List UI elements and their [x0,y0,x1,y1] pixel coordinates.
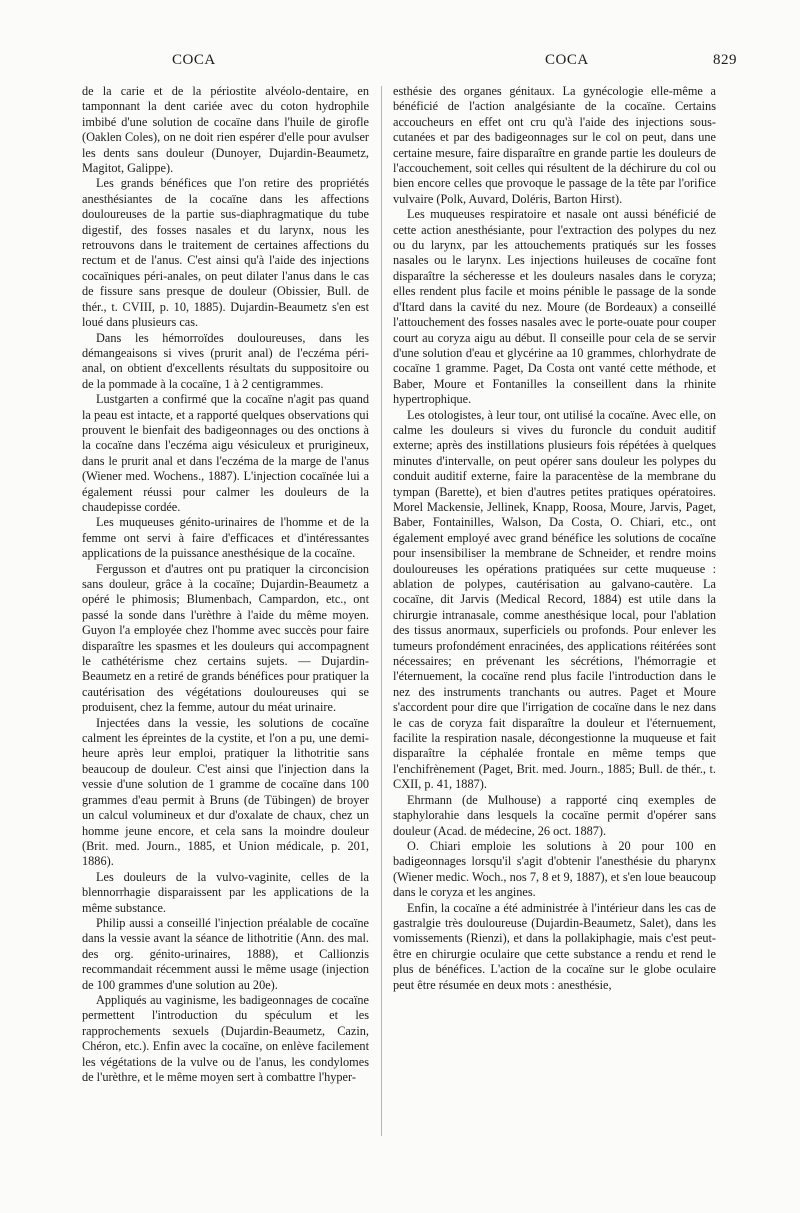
running-head-right: COCA [545,52,589,68]
page-number: 829 [713,52,737,68]
paragraph: Ehrmann (de Mulhouse) a rapporté cinq exemples de staphylorahie dans lesquels la cocaïne permit d'opérer sans douleur (Acad. de médecine, 26 oct. 1887). [393,792,716,838]
paragraph: Fergusson et d'autres ont pu pratiquer la circoncision sans douleur, grâce à la cocaïne; Dujardin-Beaumetz a opéré le phimosis; Blumenbach, Campardon, etc., ont passé la sonde dans l'urèthre à l'aide du même moyen. Guyon l'a employée chez l'homme avec succès pour faire disparaître les spasmes et les douleurs qui accompagnent le cathétérisme chez certains sujets. — Dujardin-Beaumetz en a retiré de grands bénéfices pour pratiquer la cautérisation des végétations douloureuses qui se produisent, chez la femme, autour du méat urinaire. [82,561,369,715]
paragraph: Injectées dans la vessie, les solutions de cocaïne calment les épreintes de la cystite, et l'on a pu, une demi-heure après leur emploi, pratiquer la lithotritie sans beaucoup de douleur. C'est ainsi que l'injection dans la vessie d'une solution de 1 gramme de cocaïne dans 100 grammes d'eau permit à Bruns (de Tübingen) de broyer un calcul volumineux et dur d'oxalate de chaux, chez un homme jeune encore, et cela sans la moindre douleur (Brit. med. Journ., 1885, et Union médicale, p. 201, 1886). [82,715,369,869]
paragraph: O. Chiari emploie les solutions à 20 pour 100 en badigeonnages lorsqu'il s'agit d'obtenir l'anesthésie du pharynx (Wiener medic. Woch., nos 7, 8 et 9, 1887), et s'en loue beaucoup dans le coryza et les angines. [393,838,716,900]
paragraph: Enfin, la cocaïne a été administrée à l'intérieur dans les cas de gastralgie très douloureuse (Dujardin-Beaumetz, Salet), dans les vomissements (Rienzi), et dans la pollakiphagie, mais c'est peut-être en chirurgie oculaire que cette substance a rendu et rend le plus de bénéfices. L'action de la cocaïne sur le globe oculaire peut être résumée en deux mots : anesthésie, [393,900,716,992]
paragraph: Les muqueuses respiratoire et nasale ont aussi bénéficié de cette action anesthésiante, pour l'extraction des polypes du nez ou du larynx, par les attouchements pratiqués sur les fosses nasales ou le larynx. Les injections huileuses de cocaïne font disparaître la sécheresse et les douleurs nasales dans le coryza; elles rendent plus facile et moins pénible le passage de la sonde d'Itard dans la cavité du nez. Moure (de Bordeaux) a conseillé l'attouchement des fosses nasales avec le porte-ouate pour couper court au coryza aigu au début. Il conseille pour cela de se servir d'une solution d'eau et glycérine aa 10 grammes, chlorhydrate de cocaïne 1 gramme. Paget, Da Costa ont vanté cette méthode, et Baber, Moure et Fontanilles la conseillent dans la rhinite hypertrophique. [393,207,716,407]
running-head-left: COCA [172,52,216,68]
left-column [82,84,369,1085]
paragraph: esthésie des organes génitaux. La gynécologie elle-même a bénéficié de l'action analgésiante de la cocaïne. Certains accoucheurs en effet ont cru qu'à l'aide des injections sous-cutanées et par des badigeonnages sur le col on peut, dans une certaine mesure, faire disparaître en grande partie les douleurs de l'accouchement, soit celles qui résultent de la déchirure du col ou bien encore celles que provoque le passage de la tête par l'orifice vulvaire (Polk, Auvard, Doléris, Barton Hirst). [393,84,716,206]
paragraph: Les otologistes, à leur tour, ont utilisé la cocaïne. Avec elle, on calme les douleurs si vives du furoncle du conduit auditif externe; après des instillations plusieurs fois répétées à quelques minutes d'intervalle, on peut opérer sans douleur les polypes du conduit auditif externe, faire la paracentèse de la membrane du tympan (Barette), et bien d'autres petites pratiques opératoires. Morel Mackensie, Jellinek, Knapp, Roosa, Moure, Jarvis, Paget, Baber, Fontainilles, Walson, Da Costa, O. Chiari, etc., ont également employé avec grand bénéfice les solutions de cocaïne pour insensibiliser la membrane de Schneider, et rendre moins douloureuses les opérations pratiquées sur cette muqueuse : ablation de polypes, cautérisation au galvano-cautère. La cocaïne, dit Jarvis (Medical Record, 1884) est utile dans la chirurgie intranasale, comme anesthésique local, pour l'ablation des tissus anormaux, superficiels ou profonds. Pour enlever les tumeurs profondément enracinées, des applications réitérées sont nécessaires; en prévenant les sécrétions, l'hémorragie et l'éternuement, la cocaïne rend plus facile l'introduction dans le nez des instruments tranchants ou autres. Paget et Moure s'accordent pour dire que l'irrigation de cocaïne dans le nez dans le cas de coryza fait disparaître la douleur et l'éternuement, facilite la respiration nasale, décongestionne la muqueuse et fait disparaître la céphalée frontale en même temps que l'enchifrènement (Paget, Brit. med. Journ., 1885; Bull. de thér., t. CXII, p. 41, 1887). [393,407,716,792]
paragraph: Appliqués au vaginisme, les badigeonnages de cocaïne permettent l'introduction du spéculum et les rapprochements sexuels (Dujardin-Beaumetz, Cazin, Chéron, etc.). Enfin avec la cocaïne, on enlève facilement les végétations de la vulve ou de l'anus, les condylomes de l'urèthre, et le même moyen sert à combattre l'hyper- [82,992,369,1084]
page-header [0,52,800,74]
column-divider [381,86,382,1136]
paragraph: Les grands bénéfices que l'on retire des propriétés anesthésiantes de la cocaïne dans les affections douloureuses de la partie sus-diaphragmatique du tube digestif, des fosses nasales et du larynx, nous les retrouvons dans le traitement de certaines affections du rectum et de l'anus. C'est ainsi qu'à l'aide des injections cocaïniques péri-anales, on peut dilater l'anus dans le cas de fissure sans presque de douleur (Obissier, Bull. de thér., t. CVIII, p. 10, 1885). Dujardin-Beaumetz s'en est loué dans plusieurs cas. [82,176,369,330]
paragraph: Les muqueuses génito-urinaires de l'homme et de la femme ont servi à faire d'efficaces et d'intéressantes applications de la puissance anesthésique de la cocaïne. [82,515,369,561]
paragraph: Les douleurs de la vulvo-vaginite, celles de la blennorrhagie disparaissent par les applications de la même substance. [82,869,369,915]
paragraph: Dans les hémorroïdes douloureuses, dans les démangeaisons si vives (prurit anal) de l'eczéma péri-anal, on obtient d'excellents résultats du suppositoire ou de la pommade à la cocaïne, 1 à 2 centigrammes. [82,330,369,391]
paragraph: Philip aussi a conseillé l'injection préalable de cocaïne dans la vessie avant la séance de lithotritie (Ann. des mal. des org. génito-urinaires, 1888), et Callionzis recommandait récemment aussi le même usage (injection de 100 grammes d'une solution au 20e). [82,915,369,992]
paragraph: Lustgarten a confirmé que la cocaïne n'agit pas quand la peau est intacte, et a rapporté quelques observations qui prouvent le bienfait des badigeonnages ou des onctions à la cocaïne dans l'eczéma aigu vésiculeux et prurigineux, dans le prurit anal et dans l'eczéma de la marge de l'anus (Wiener med. Wochens., 1887). L'injection cocaïnée lui a également réussi pour calmer les douleurs de la chaudepisse cordée. [82,392,369,514]
right-column [393,84,716,993]
paragraph: de la carie et de la périostite alvéolo-dentaire, en tamponnant la dent cariée avec du coton hydrophile imbibé d'une solution de cocaïne dans l'huile de girofle (Oaklen Coles), on ne doit rien espérer d'elle pour avulser les dents sans douleur (Dunoyer, Dujardin-Beaumetz, Magitot, Galippe). [82,84,369,176]
